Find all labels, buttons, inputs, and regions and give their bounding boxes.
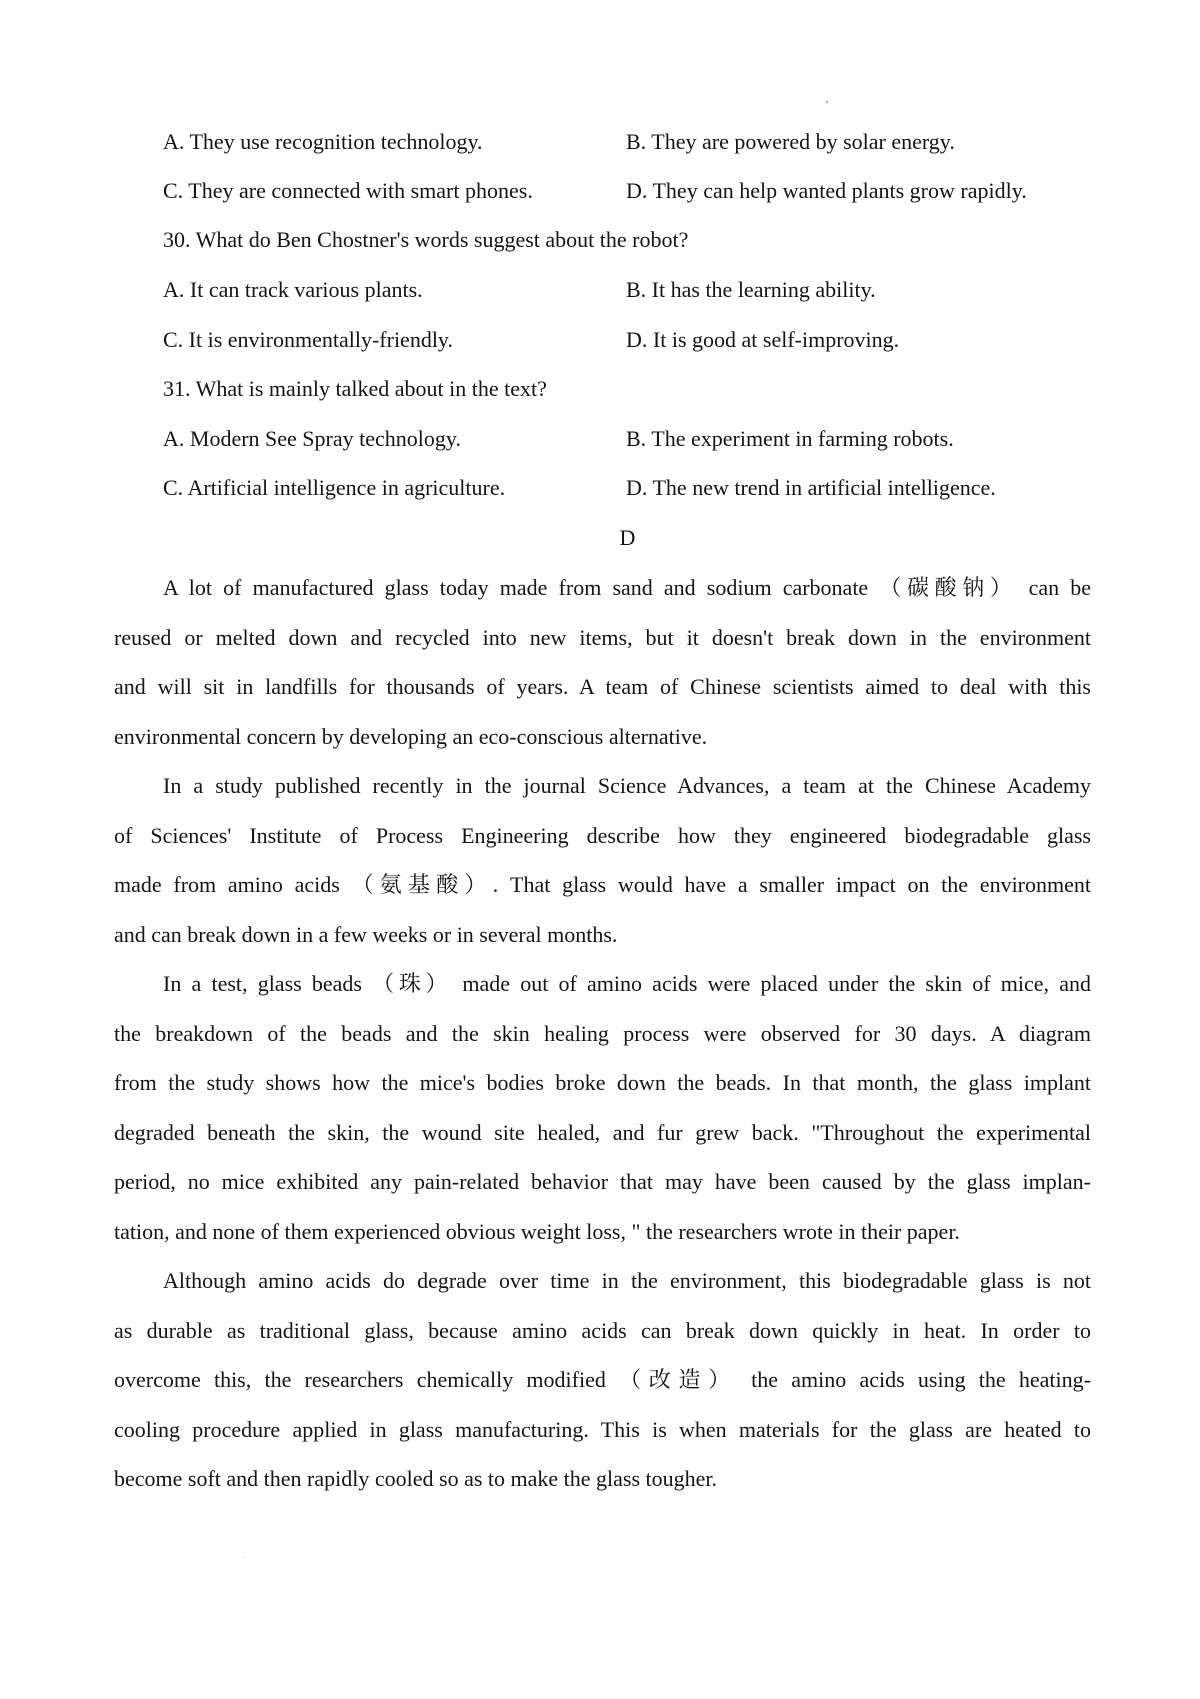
passage-line: Although amino acids do degrade over time in the environment, this biodegradable glass is not bbox=[163, 1268, 1091, 1293]
passage-line: period, no mice exhibited any pain-related behavior that may have been caused by the glass implan- bbox=[114, 1169, 1091, 1194]
passage-line: overcome this, the researchers chemically modified （改造） the amino acids using the heating- bbox=[114, 1367, 1091, 1392]
passage-line: A lot of manufactured glass today made from sand and sodium carbonate （碳酸钠） can be bbox=[163, 575, 1091, 600]
option-a: A. They use recognition technology. bbox=[163, 129, 483, 154]
option-b: B. They are powered by solar energy. bbox=[626, 129, 955, 154]
passage-line: In a test, glass beads （珠） made out of amino acids were placed under the skin of mice, and bbox=[163, 971, 1091, 996]
option-d: D. It is good at self-improving. bbox=[626, 327, 900, 352]
question-30-text: 30. What do Ben Chostner's words suggest about the robot? bbox=[163, 227, 689, 252]
option-a: A. Modern See Spray technology. bbox=[163, 426, 461, 451]
option-a: A. It can track various plants. bbox=[163, 277, 423, 302]
passage-line: and can break down in a few weeks or in several months. bbox=[114, 922, 618, 947]
option-b: B. The experiment in farming robots. bbox=[626, 426, 954, 451]
passage-line: from the study shows how the mice's bodies broke down the beads. In that month, the glass implant bbox=[114, 1070, 1091, 1095]
option-c: C. Artificial intelligence in agriculture. bbox=[163, 475, 506, 500]
option-d: D. The new trend in artificial intelligence. bbox=[626, 475, 996, 500]
passage-line: In a study published recently in the journal Science Advances, a team at the Chinese Academy bbox=[163, 773, 1091, 798]
option-d: D. They can help wanted plants grow rapidly. bbox=[626, 178, 1027, 203]
option-c: C. They are connected with smart phones. bbox=[163, 178, 533, 203]
passage-line: made from amino acids （氨基酸）. That glass would have a smaller impact on the environment bbox=[114, 872, 1091, 897]
passage-line: tation, and none of them experienced obvious weight loss, " the researchers wrote in their paper. bbox=[114, 1219, 960, 1244]
scan-speck bbox=[826, 101, 828, 103]
section-label: D bbox=[619, 525, 636, 550]
passage-line: reused or melted down and recycled into new items, but it doesn't break down in the environment bbox=[114, 625, 1091, 650]
scan-speck bbox=[244, 1557, 245, 1558]
passage-line: of Sciences' Institute of Process Engineering describe how they engineered biodegradable glass bbox=[114, 823, 1091, 848]
option-c: C. It is environmentally-friendly. bbox=[163, 327, 454, 352]
passage-line: cooling procedure applied in glass manufacturing. This is when materials for the glass are heated to bbox=[114, 1417, 1091, 1442]
passage-line: become soft and then rapidly cooled so as to make the glass tougher. bbox=[114, 1466, 718, 1491]
passage-line: the breakdown of the beads and the skin healing process were observed for 30 days. A diagram bbox=[114, 1021, 1091, 1046]
passage-line: environmental concern by developing an eco-conscious alternative. bbox=[114, 724, 708, 749]
passage-line: as durable as traditional glass, because amino acids can break down quickly in heat. In order to bbox=[114, 1318, 1091, 1343]
passage-line: and will sit in landfills for thousands of years. A team of Chinese scientists aimed to deal with this bbox=[114, 674, 1091, 699]
option-b: B. It has the learning ability. bbox=[626, 277, 876, 302]
question-31-text: 31. What is mainly talked about in the text? bbox=[163, 376, 547, 401]
passage-line: degraded beneath the skin, the wound site healed, and fur grew back. "Throughout the experimental bbox=[114, 1120, 1091, 1145]
